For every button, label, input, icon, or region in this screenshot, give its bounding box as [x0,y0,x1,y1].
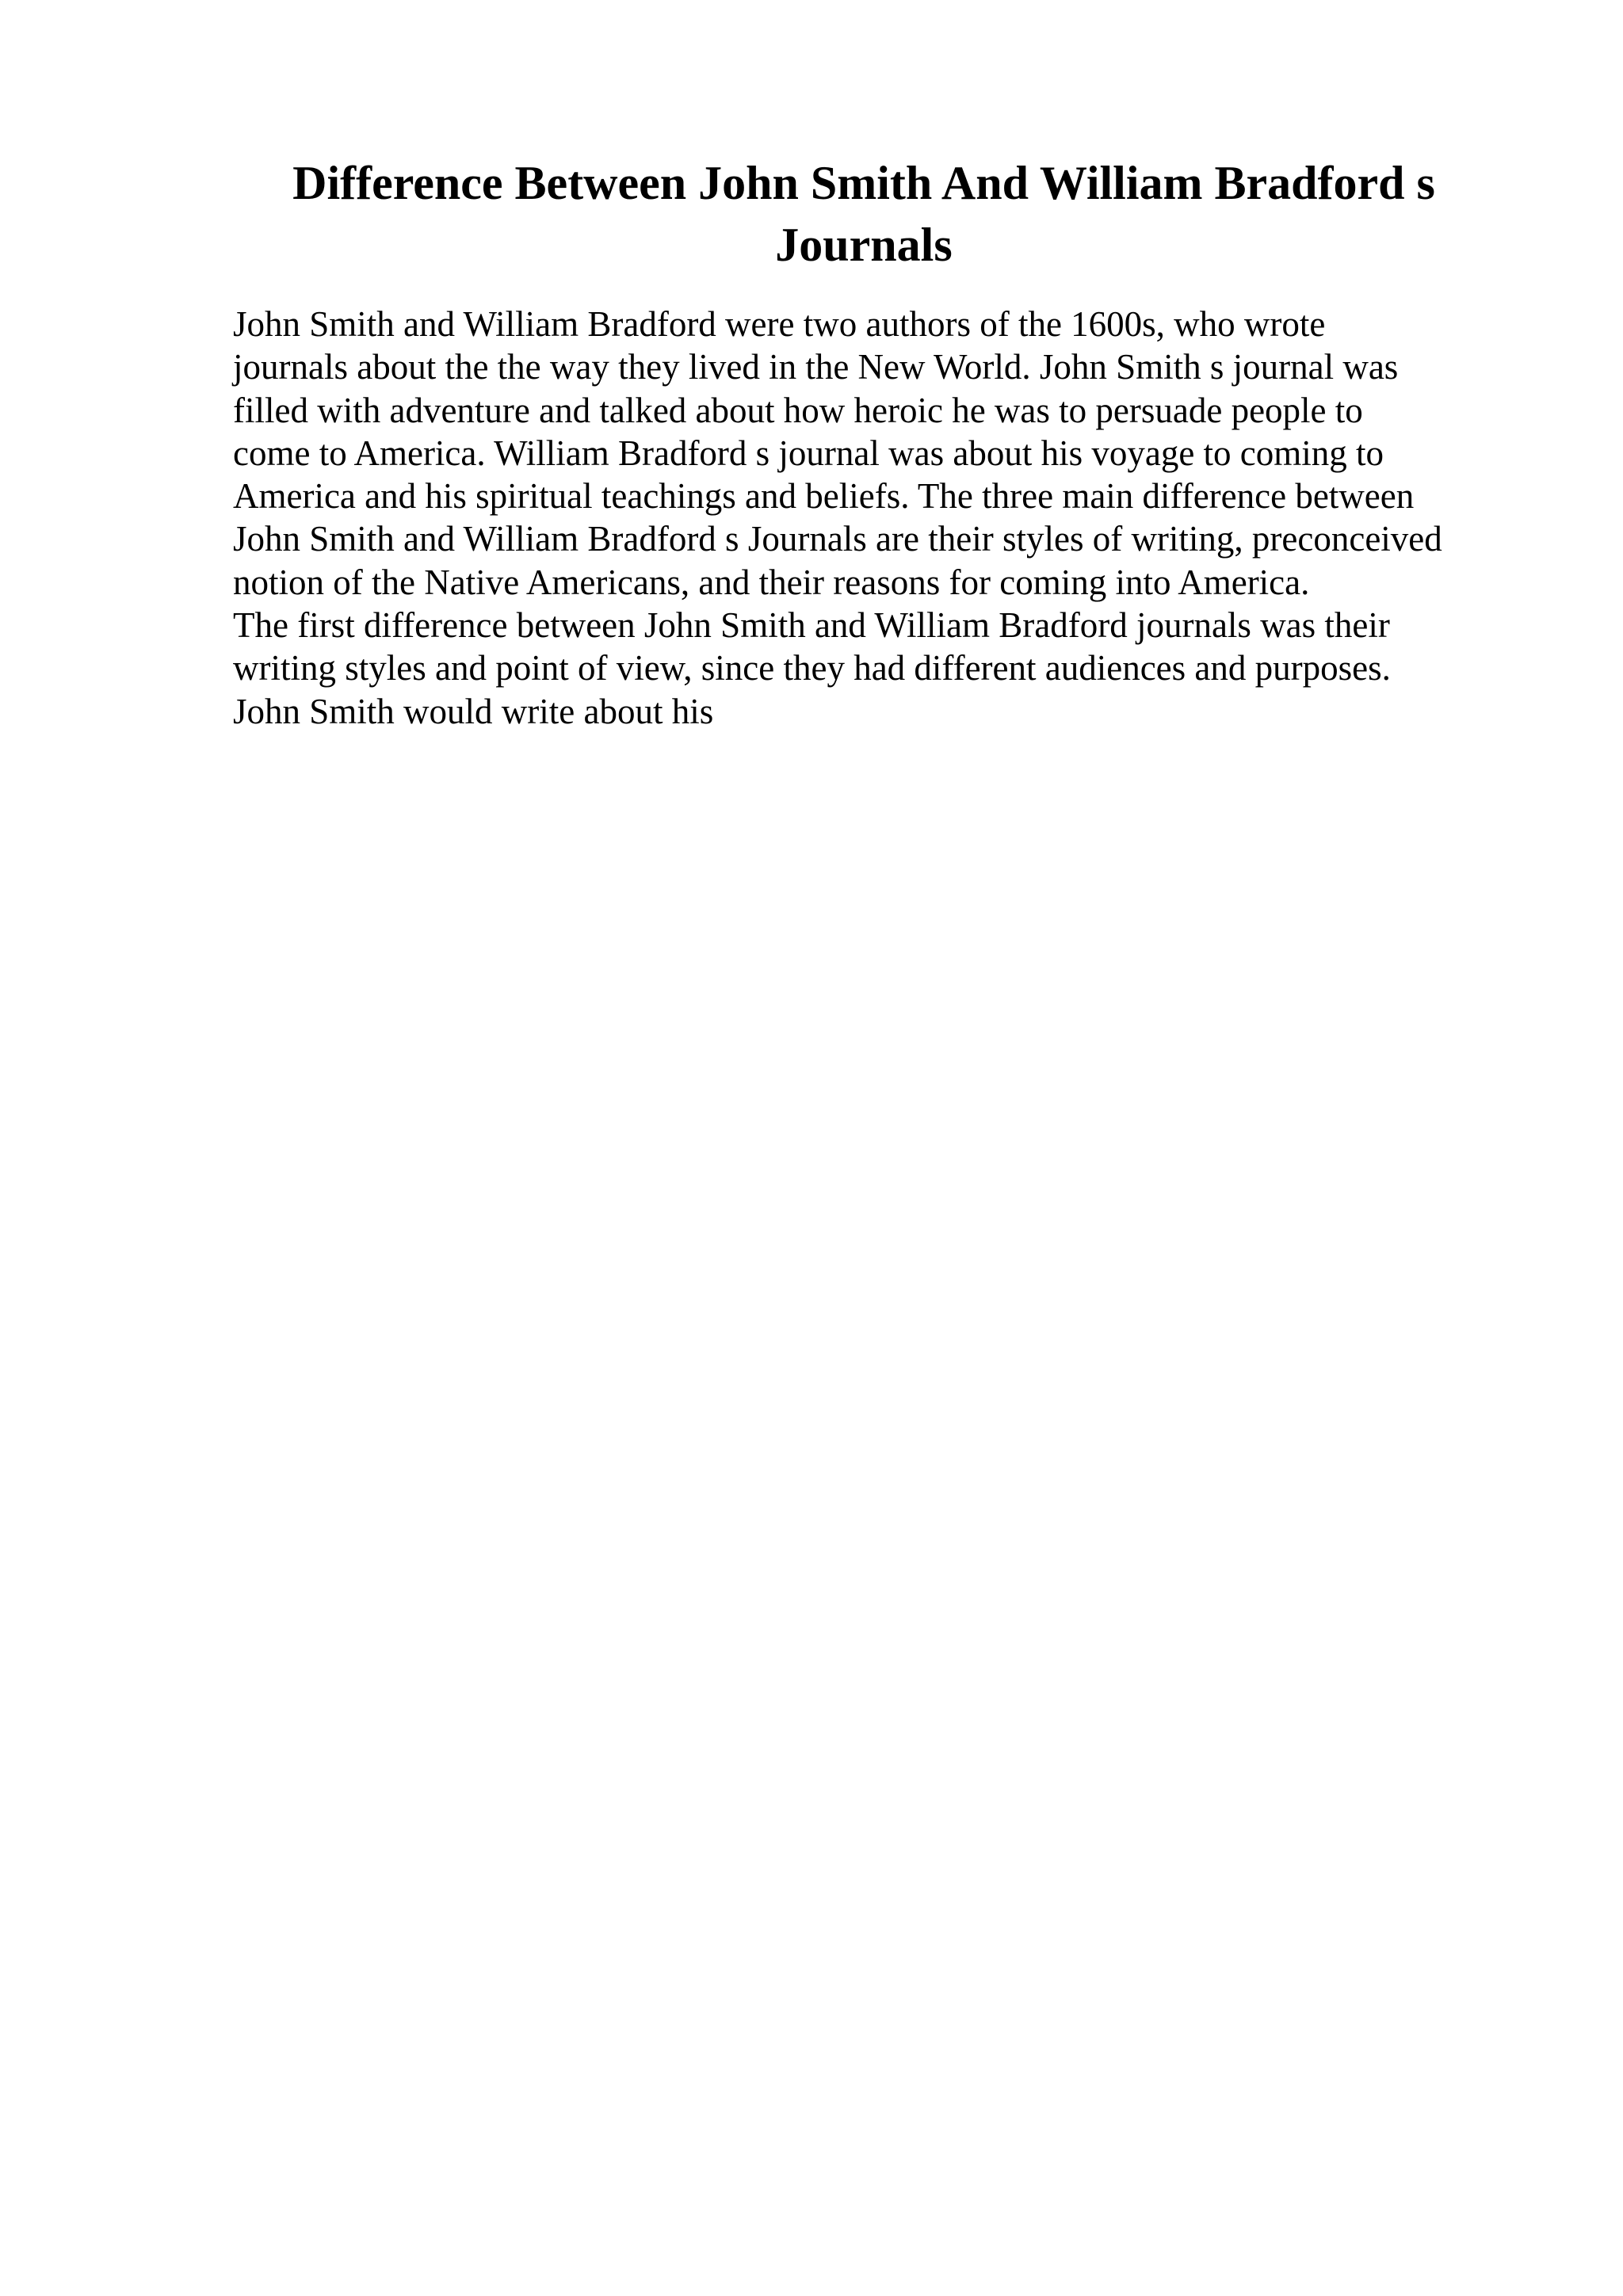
body-line: notion of the Native Americans, and their reasons for coming into America. [233,562,1310,602]
title-line: Difference Between John Smith And William Bradford s [292,157,1435,209]
body-line: John Smith and William Bradford s Journals are their styles of writing, preconceived [233,519,1442,559]
body-line: come to America. William Bradford s journal was about his voyage to coming to [233,433,1384,473]
body-line: writing styles and point of view, since they had different audiences and purposes. [233,648,1391,688]
body-line: filled with adventure and talked about how heroic he was to persuade people to [233,390,1363,430]
body-line: John Smith and William Bradford were two authors of the 1600s, who wrote [233,304,1326,344]
document-body [233,303,1501,733]
body-line: America and his spiritual teachings and beliefs. The three main difference between [233,476,1415,517]
body-line: journals about the the way they lived in the New World. John Smith s journal was [233,347,1399,387]
title-line: Journals [775,219,953,271]
body-line: The first difference between John Smith and William Bradford journals was their [233,605,1390,646]
body-line: John Smith would write about his [233,691,714,731]
document-title [230,152,1498,276]
